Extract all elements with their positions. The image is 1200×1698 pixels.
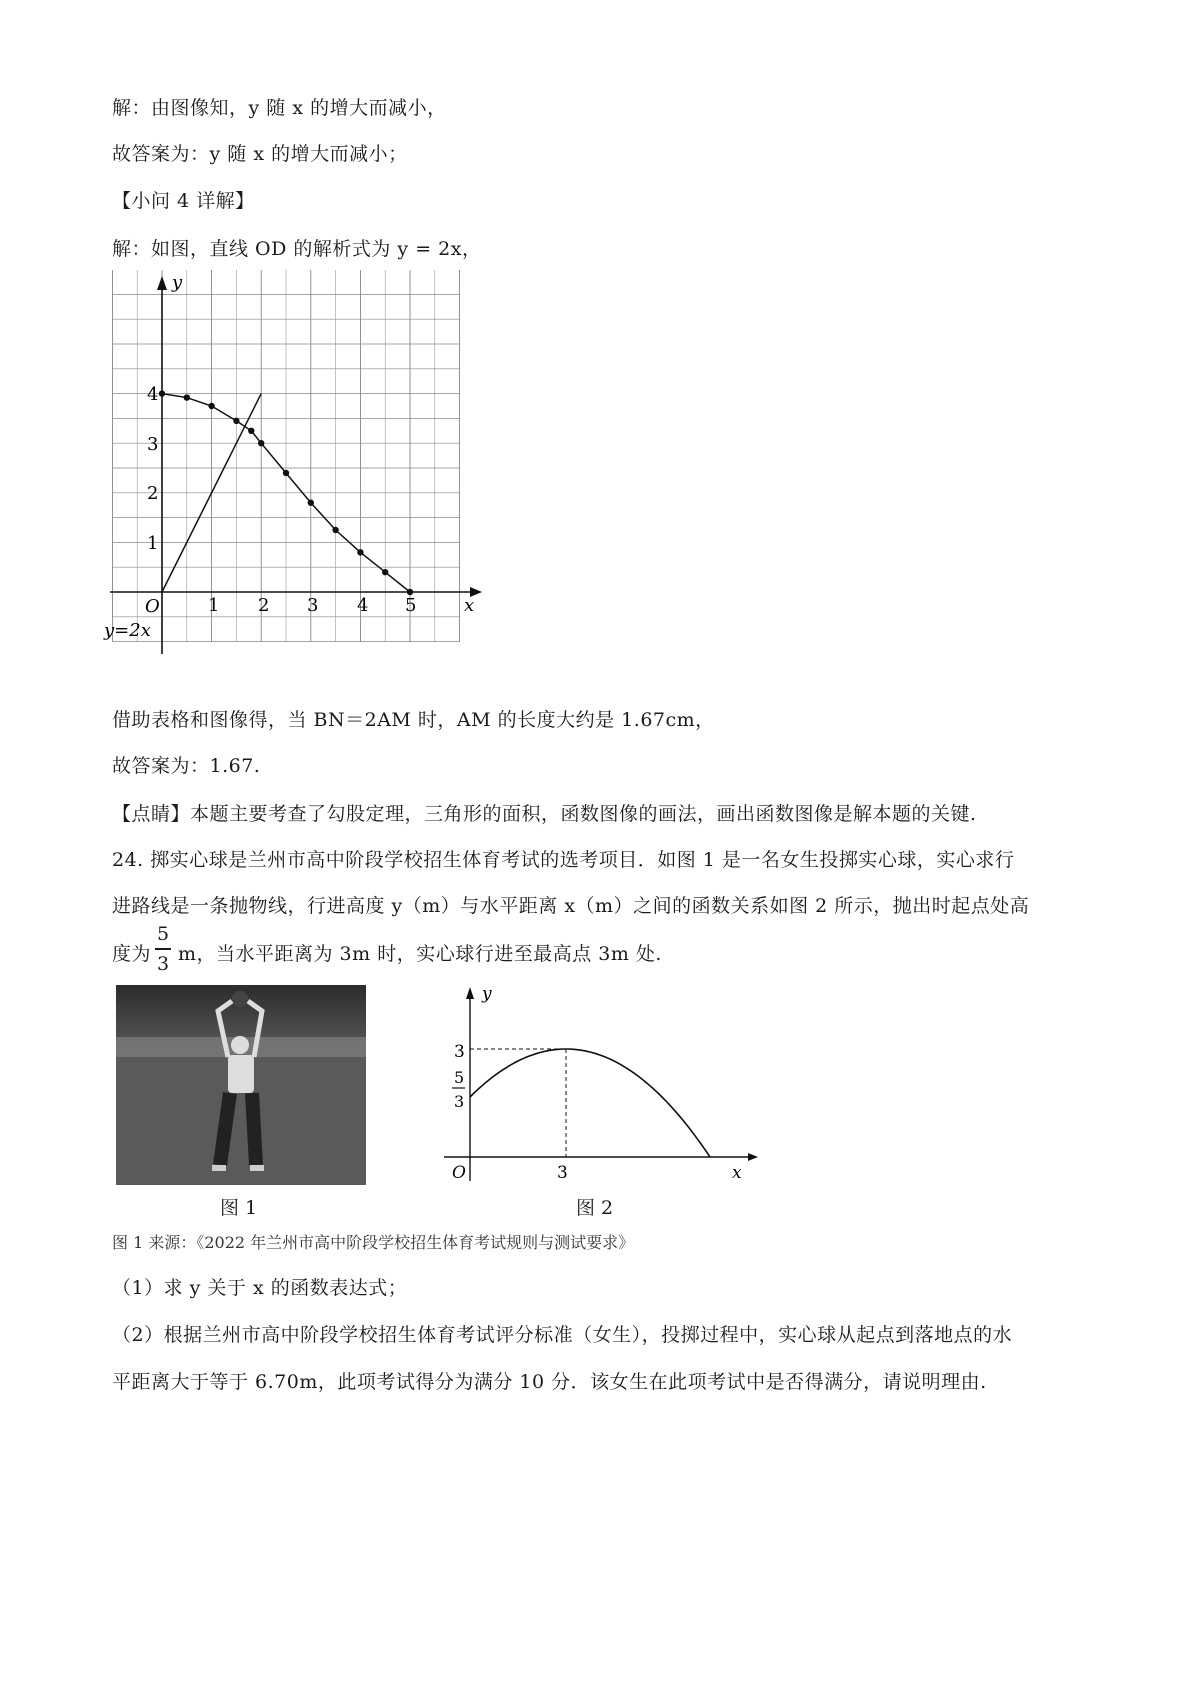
- y-tick-label: 1: [147, 533, 159, 554]
- fraction-denominator: 3: [156, 952, 170, 975]
- data-point: [308, 500, 314, 506]
- y-tick-3: 3: [454, 1042, 465, 1062]
- x-tick-3: 3: [557, 1163, 568, 1183]
- text-line-4: 解：如图，直线 OD 的解析式为 y = 2x，: [112, 238, 482, 260]
- function-graph-2: [440, 985, 770, 1185]
- text-line-6: 故答案为：1.67.: [112, 755, 261, 777]
- data-point: [208, 403, 214, 409]
- text-line-5: 借助表格和图像得，当 BN＝2AM 时，AM 的长度大约是 1.67cm，: [112, 709, 715, 731]
- graph1-axes: [110, 276, 482, 654]
- fraction-five-thirds: [154, 921, 172, 977]
- figure-source: 图 1 来源：《2022 年兰州市高中阶段学校招生体育考试规则与测试要求》: [112, 1233, 635, 1252]
- question-24-line-1: 24. 掷实心球是兰州市高中阶段学校招生体育考试的选考项目．如图 1 是一名女生投掷实心球，实心求行: [112, 849, 1015, 871]
- y-tick-label: 3: [147, 434, 159, 455]
- parabola-curve: [470, 1049, 710, 1157]
- question-24-line-2: 进路线是一条抛物线，行进高度 y（m）与水平距离 x（m）之间的函数关系如图 2 所示，抛出时起点处高: [112, 895, 1030, 917]
- function-graph-1: [100, 270, 500, 670]
- shot-ball: [232, 991, 248, 1007]
- graph2-x-label: x: [732, 1163, 742, 1183]
- subquestion-2-line-1: （2）根据兰州市高中阶段学校招生体育考试评分标准（女生），投掷过程中，实心球从起点到落地点的水: [112, 1324, 1013, 1346]
- data-point: [283, 470, 289, 476]
- graph2-y-label: y: [482, 985, 492, 1004]
- text-line-1: 解：由图像知，y 随 x 的增大而减小，: [112, 97, 447, 119]
- question-24-line-3a: 度为: [112, 943, 152, 965]
- x-tick-label: 5: [405, 595, 417, 616]
- photo-student-throwing: [116, 985, 366, 1185]
- fraction-numerator: 5: [156, 923, 170, 945]
- fraction-bar: [155, 948, 171, 950]
- y-tick-label: 4: [147, 384, 159, 405]
- data-point: [382, 569, 388, 575]
- subquestion-4-heading: 【小问 4 详解】: [112, 190, 255, 212]
- line-label: y=2x: [104, 620, 151, 641]
- graph1-origin-label: O: [145, 596, 160, 617]
- data-point: [332, 527, 338, 533]
- data-point: [248, 428, 254, 434]
- data-point: [258, 440, 264, 446]
- figure-2-caption: 图 2: [576, 1197, 614, 1219]
- figure-1-caption: 图 1: [220, 1197, 258, 1219]
- data-point: [233, 418, 239, 424]
- data-point: [159, 390, 165, 396]
- text-line-2: 故答案为：y 随 x 的增大而减小；: [112, 143, 408, 165]
- x-tick-label: 2: [258, 595, 270, 616]
- note-line: 【点睛】本题主要考查了勾股定理，三角形的面积，函数图像的画法，画出函数图像是解本题的关键.: [112, 803, 977, 825]
- data-point: [184, 394, 190, 400]
- y-tick-label: 2: [147, 483, 159, 504]
- y-tick-frac-num: 5: [454, 1068, 465, 1087]
- y-tick-frac-den: 3: [454, 1092, 465, 1111]
- graph2-origin-label: O: [452, 1163, 466, 1183]
- x-tick-label: 4: [357, 595, 369, 616]
- graph1-x-label: x: [464, 595, 475, 616]
- subquestion-1: （1）求 y 关于 x 的函数表达式；: [112, 1277, 408, 1299]
- subquestion-2-line-2: 平距离大于等于 6.70m，此项考试得分为满分 10 分．该女生在此项考试中是否得满分，请说明理由.: [112, 1371, 987, 1393]
- question-24-line-3b: m，当水平距离为 3m 时，实心球行进至最高点 3m 处.: [178, 943, 662, 965]
- graph1-y-label: y: [172, 272, 183, 293]
- x-tick-label: 3: [307, 595, 319, 616]
- data-point: [357, 549, 363, 555]
- x-tick-label: 1: [208, 595, 220, 616]
